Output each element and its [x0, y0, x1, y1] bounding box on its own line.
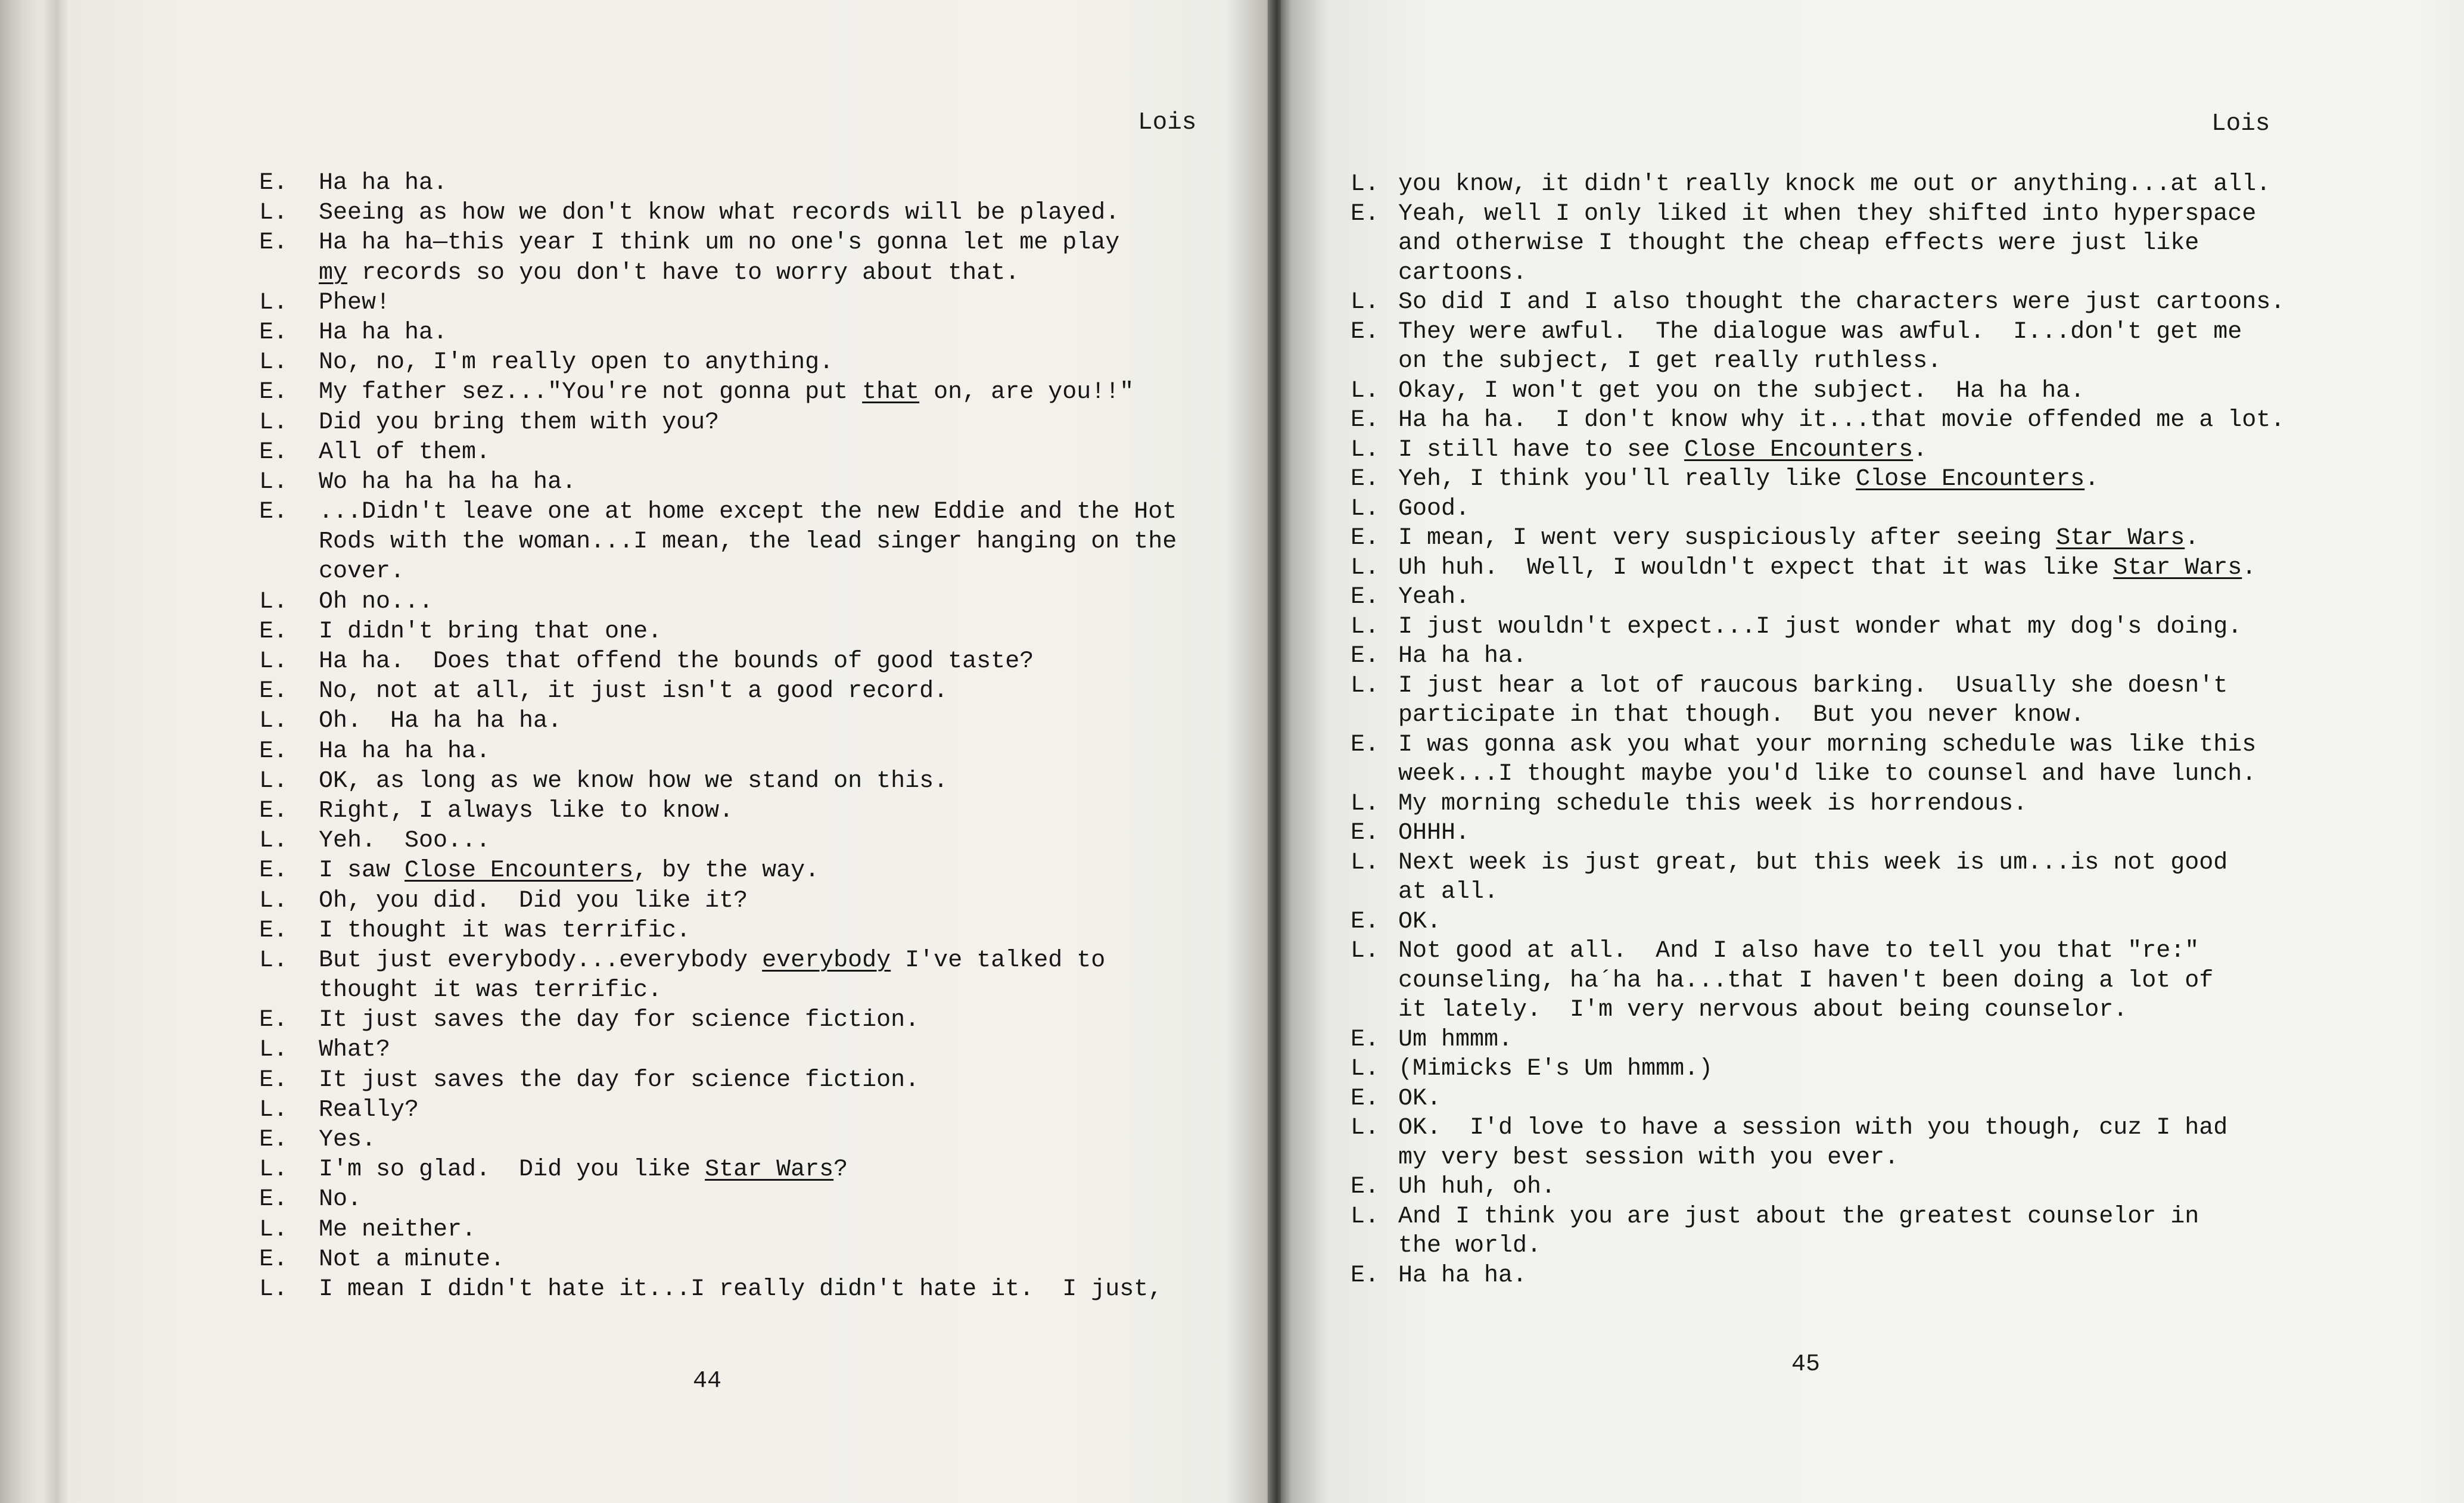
- line-text: cover.: [319, 558, 405, 586]
- line-text: it lately. I'm very nervous about being counselor.: [1398, 997, 2128, 1023]
- speaker-label: E.: [259, 678, 288, 705]
- speaker-label: L.: [259, 409, 288, 436]
- line-text: No.: [319, 1186, 362, 1213]
- underlined-title: Star Wars: [705, 1156, 834, 1184]
- speaker-label: E.: [259, 379, 288, 406]
- line-text: Right, I always like to know.: [319, 797, 734, 824]
- line-text: I saw Close Encounters, by the way.: [319, 857, 820, 885]
- speaker-label: L.: [1351, 289, 1380, 316]
- line-text: thought it was terrific.: [319, 977, 662, 1004]
- line-text: Seeing as how we don't know what records will be played.: [319, 200, 1120, 227]
- transcript-lines: [1351, 170, 2447, 1290]
- line-text: OK. I'd love to have a session with you though, cuz I had: [1398, 1115, 2228, 1141]
- transcript-line: [259, 796, 1242, 826]
- transcript-line: [259, 169, 1242, 198]
- transcript-line: [259, 1006, 1242, 1035]
- line-text: Um hmmm.: [1398, 1026, 1513, 1053]
- transcript-line: [259, 468, 1242, 497]
- transcript-line: [259, 557, 1242, 587]
- speaker-label: L.: [1351, 613, 1380, 640]
- transcript-line: [259, 378, 1242, 407]
- line-text: Wo ha ha ha ha ha.: [319, 468, 577, 496]
- transcript-line: [259, 1125, 1242, 1155]
- transcript-line: [1351, 671, 2447, 701]
- transcript-line: [1351, 1202, 2447, 1232]
- transcript-line: [1351, 1084, 2447, 1114]
- line-text: Phew!: [319, 289, 391, 316]
- line-text: Next week is just great, but this week is um...is not good: [1398, 849, 2228, 876]
- transcript-line: [259, 198, 1242, 228]
- transcript-line: [259, 1066, 1242, 1096]
- transcript-line: [259, 677, 1242, 707]
- line-text: Uh huh. Well, I wouldn't expect that it was like Star Wars.: [1398, 554, 2257, 581]
- line-text: Ha ha ha.: [1398, 1262, 1527, 1289]
- line-text: I'm so glad. Did you like Star Wars?: [319, 1156, 848, 1184]
- transcript-line: [259, 587, 1242, 617]
- transcript-line: [1351, 995, 2447, 1025]
- transcript-line: [1351, 347, 2447, 376]
- line-text: Yeh. Soo...: [319, 827, 491, 855]
- line-text: Yeh, I think you'll really like Close Encounters.: [1398, 466, 2099, 493]
- page-header: Lois: [1138, 109, 1197, 136]
- transcript-line: [259, 348, 1242, 378]
- speaker-label: L.: [259, 947, 288, 974]
- transcript-line: [1351, 288, 2447, 318]
- speaker-label: E.: [259, 170, 288, 197]
- speaker-label: E.: [1351, 584, 1380, 611]
- transcript-line: [259, 288, 1242, 318]
- line-text: I mean, I went very suspiciously after seeing Star Wars.: [1398, 525, 2199, 552]
- speaker-label: E.: [259, 1066, 288, 1094]
- underlined-title: Star Wars: [2113, 554, 2242, 581]
- speaker-label: E.: [1351, 318, 1380, 346]
- line-text: and otherwise I thought the cheap effects were just like: [1398, 230, 2199, 257]
- speaker-label: E.: [259, 917, 288, 944]
- transcript-line: [1351, 1172, 2447, 1202]
- line-text: Yes.: [319, 1127, 377, 1153]
- transcript-line: [1351, 701, 2447, 730]
- line-text: Okay, I won't get you on the subject. Ha ha ha.: [1398, 377, 2085, 404]
- speaker-label: L.: [259, 648, 288, 675]
- transcript-line: [1351, 494, 2447, 524]
- speaker-label: L.: [259, 827, 288, 855]
- line-text: Not a minute.: [319, 1246, 505, 1273]
- transcript-line: [1351, 553, 2447, 583]
- transcript-line: [259, 1275, 1242, 1305]
- speaker-label: L.: [1351, 1203, 1380, 1230]
- line-text: week...I thought maybe you'd like to counsel and have lunch.: [1398, 761, 2257, 788]
- speaker-label: E.: [1351, 525, 1380, 552]
- speaker-label: L.: [259, 1037, 288, 1064]
- transcript-line: [1351, 612, 2447, 642]
- speaker-label: L.: [259, 349, 288, 376]
- line-text: my very best session with you ever.: [1398, 1144, 1899, 1171]
- transcript-line: [259, 1096, 1242, 1125]
- line-text: Ha ha ha. I don't know why it...that movie offended me a lot.: [1398, 407, 2285, 434]
- line-text: No, no, I'm really open to anything.: [319, 349, 834, 376]
- line-text: I didn't bring that one.: [319, 618, 662, 645]
- transcript-line: [1351, 819, 2447, 848]
- speaker-label: E.: [1351, 731, 1380, 758]
- speaker-label: L.: [259, 767, 288, 795]
- line-text: you know, it didn't really knock me out or anything...at all.: [1398, 171, 2271, 198]
- right-page: [1281, 0, 2464, 1503]
- line-text: I just hear a lot of raucous barking. Usually she doesn't: [1398, 672, 2228, 699]
- speaker-label: L.: [1351, 377, 1380, 404]
- speaker-label: L.: [1351, 938, 1380, 964]
- speaker-label: E.: [259, 1246, 288, 1273]
- line-text: Yeah.: [1398, 584, 1470, 611]
- speaker-label: L.: [259, 887, 288, 914]
- transcript-line: [1351, 318, 2447, 347]
- transcript-line: [1351, 170, 2447, 200]
- line-text: Uh huh, oh.: [1398, 1174, 1556, 1200]
- page-number: 44: [693, 1368, 722, 1395]
- transcript-line: [1351, 229, 2447, 259]
- speaker-label: E.: [1351, 200, 1380, 228]
- speaker-label: E.: [259, 618, 288, 645]
- speaker-label: E.: [259, 1186, 288, 1213]
- line-text: ...Didn't leave one at home except the new Eddie and the Hot: [319, 499, 1177, 526]
- line-text: at all.: [1398, 879, 1499, 905]
- transcript-line: [1351, 406, 2447, 435]
- line-text: counseling, ha´ha ha...that I haven't been doing a lot of: [1398, 967, 2214, 994]
- line-text: Ha ha ha—this year I think um no one's gonna let me play: [319, 229, 1120, 257]
- line-text: Me neither.: [319, 1216, 477, 1243]
- transcript-line: [1351, 1231, 2447, 1261]
- speaker-label: E.: [259, 857, 288, 885]
- line-text: What?: [319, 1037, 391, 1064]
- transcript-line: [1351, 1261, 2447, 1291]
- line-text: Good.: [1398, 495, 1470, 522]
- speaker-label: L.: [259, 468, 288, 496]
- transcript-lines: [259, 169, 1242, 1305]
- transcript-line: [259, 617, 1242, 647]
- line-text: on the subject, I get really ruthless.: [1398, 348, 1942, 375]
- speaker-label: L.: [259, 708, 288, 735]
- underlined-title: Close Encounters: [1856, 466, 2085, 493]
- page-header: Lois: [2211, 110, 2270, 138]
- speaker-label: E.: [1351, 1085, 1380, 1112]
- transcript-line: [259, 408, 1242, 438]
- speaker-label: E.: [259, 229, 288, 257]
- transcript-line: [259, 946, 1242, 976]
- speaker-label: E.: [259, 1007, 288, 1034]
- transcript-line: [1351, 524, 2447, 553]
- page-number: 45: [1791, 1351, 1821, 1378]
- underlined-title: my: [319, 259, 348, 287]
- speaker-label: E.: [1351, 1026, 1380, 1053]
- line-text: (Mimicks E's Um hmmm.): [1398, 1056, 1713, 1082]
- speaker-label: E.: [1351, 820, 1380, 847]
- speaker-label: L.: [259, 289, 288, 316]
- line-text: But just everybody...everybody everybody I've talked to: [319, 947, 1106, 974]
- line-text: OHHH.: [1398, 820, 1470, 847]
- transcript-line: [259, 647, 1242, 677]
- underlined-title: everybody: [762, 947, 891, 974]
- transcript-line: [1351, 642, 2447, 671]
- transcript-line: [259, 497, 1242, 527]
- line-text: Really?: [319, 1096, 419, 1124]
- transcript-line: [259, 1185, 1242, 1215]
- transcript-line: [1351, 1025, 2447, 1055]
- line-text: It just saves the day for science fiction.: [319, 1007, 920, 1034]
- line-text: OK.: [1398, 1085, 1442, 1112]
- transcript-line: [259, 737, 1242, 767]
- speaker-label: E.: [259, 499, 288, 526]
- transcript-line: [259, 1215, 1242, 1245]
- speaker-label: L.: [259, 1156, 288, 1184]
- transcript-line: [259, 259, 1242, 288]
- transcript-line: [1351, 1143, 2447, 1173]
- speaker-label: E.: [259, 438, 288, 466]
- speaker-label: E.: [1351, 1262, 1380, 1289]
- line-text: Ha ha ha.: [1398, 643, 1527, 670]
- transcript-line: [259, 767, 1242, 796]
- speaker-label: L.: [1351, 554, 1380, 581]
- speaker-label: E.: [1351, 908, 1380, 935]
- line-text: And I think you are just about the greatest counselor in: [1398, 1203, 2199, 1230]
- line-text: OK.: [1398, 908, 1442, 935]
- transcript-line: [259, 1035, 1242, 1065]
- line-text: participate in that though. But you never know.: [1398, 702, 2085, 729]
- line-text: I thought it was terrific.: [319, 917, 691, 944]
- speaker-label: L.: [259, 200, 288, 227]
- line-text: Rods with the woman...I mean, the lead singer hanging on the: [319, 528, 1177, 556]
- transcript-line: [1351, 966, 2447, 996]
- speaker-label: E.: [259, 1127, 288, 1153]
- transcript-line: [259, 826, 1242, 856]
- transcript-line: [259, 318, 1242, 348]
- transcript-line: [259, 886, 1242, 916]
- transcript-line: [259, 527, 1242, 557]
- speaker-label: E.: [259, 797, 288, 824]
- line-text: Did you bring them with you?: [319, 409, 720, 436]
- transcript-line: [1351, 200, 2447, 229]
- transcript-line: [1351, 877, 2447, 907]
- line-text: So did I and I also thought the characters were just cartoons.: [1398, 289, 2285, 316]
- speaker-label: L.: [259, 1275, 288, 1303]
- speaker-label: L.: [1351, 1056, 1380, 1082]
- speaker-label: L.: [1351, 849, 1380, 876]
- transcript-line: [259, 1245, 1242, 1275]
- line-text: Ha ha ha.: [319, 319, 448, 346]
- line-text: Oh. Ha ha ha ha.: [319, 708, 562, 735]
- line-text: Not good at all. And I also have to tell you that "re:": [1398, 938, 2199, 964]
- underlined-title: that: [862, 379, 920, 406]
- transcript-line: [1351, 936, 2447, 966]
- underlined-title: Star Wars: [2056, 525, 2185, 552]
- line-text: Yeah, well I only liked it when they shifted into hyperspace: [1398, 200, 2257, 228]
- speaker-label: E.: [1351, 466, 1380, 493]
- speaker-label: L.: [259, 1096, 288, 1124]
- line-text: I was gonna ask you what your morning schedule was like this: [1398, 731, 2257, 758]
- line-text: All of them.: [319, 438, 491, 466]
- transcript-line: [1351, 848, 2447, 878]
- speaker-label: L.: [1351, 790, 1380, 817]
- transcript-line: [1351, 1113, 2447, 1143]
- transcript-line: [1351, 376, 2447, 406]
- speaker-label: E.: [1351, 1174, 1380, 1200]
- line-text: Oh, you did. Did you like it?: [319, 887, 748, 914]
- speaker-label: L.: [1351, 436, 1380, 463]
- line-text: OK, as long as we know how we stand on this.: [319, 767, 948, 795]
- line-text: Ha ha ha ha.: [319, 738, 491, 765]
- line-text: the world.: [1398, 1233, 1542, 1259]
- transcript-line: [1351, 730, 2447, 760]
- speaker-label: L.: [1351, 672, 1380, 699]
- speaker-label: E.: [259, 319, 288, 346]
- transcript-line: [259, 438, 1242, 468]
- line-text: I mean I didn't hate it...I really didn't hate it. I just,: [319, 1275, 1163, 1303]
- transcript-line: [259, 1155, 1242, 1185]
- line-text: my records so you don't have to worry about that.: [319, 259, 1020, 287]
- speaker-label: L.: [1351, 171, 1380, 198]
- line-text: It just saves the day for science fiction.: [319, 1066, 920, 1094]
- transcript-line: [1351, 1054, 2447, 1084]
- line-text: I just wouldn't expect...I just wonder what my dog's doing.: [1398, 613, 2242, 640]
- line-text: cartoons.: [1398, 259, 1527, 287]
- speaker-label: L.: [1351, 495, 1380, 522]
- transcript-line: [1351, 465, 2447, 494]
- transcript-line: [1351, 789, 2447, 819]
- transcript-line: [259, 856, 1242, 886]
- line-text: Oh no...: [319, 588, 434, 615]
- transcript-line: [259, 916, 1242, 946]
- line-text: I still have to see Close Encounters.: [1398, 436, 1928, 463]
- speaker-label: L.: [259, 588, 288, 615]
- speaker-label: L.: [259, 1216, 288, 1243]
- underlined-title: Close Encounters: [405, 857, 634, 885]
- transcript-line: [1351, 760, 2447, 789]
- line-text: No, not at all, it just isn't a good record.: [319, 678, 948, 705]
- line-text: Ha ha ha.: [319, 170, 448, 197]
- transcript-line: [1351, 907, 2447, 937]
- transcript-line: [259, 707, 1242, 736]
- transcript-line: [259, 976, 1242, 1006]
- transcript-line: [1351, 259, 2447, 288]
- line-text: Ha ha. Does that offend the bounds of good taste?: [319, 648, 1034, 675]
- speaker-label: E.: [1351, 407, 1380, 434]
- line-text: My father sez..."You're not gonna put that on, are you!!": [319, 379, 1134, 406]
- speaker-label: L.: [1351, 1115, 1380, 1141]
- transcript-line: [1351, 583, 2447, 612]
- transcript-line: [1351, 435, 2447, 465]
- line-text: They were awful. The dialogue was awful. I...don't get me: [1398, 318, 2242, 346]
- transcript-line: [259, 228, 1242, 258]
- speaker-label: E.: [1351, 643, 1380, 670]
- speaker-label: E.: [259, 738, 288, 765]
- underlined-title: Close Encounters: [1684, 436, 1914, 463]
- line-text: My morning schedule this week is horrendous.: [1398, 790, 2028, 817]
